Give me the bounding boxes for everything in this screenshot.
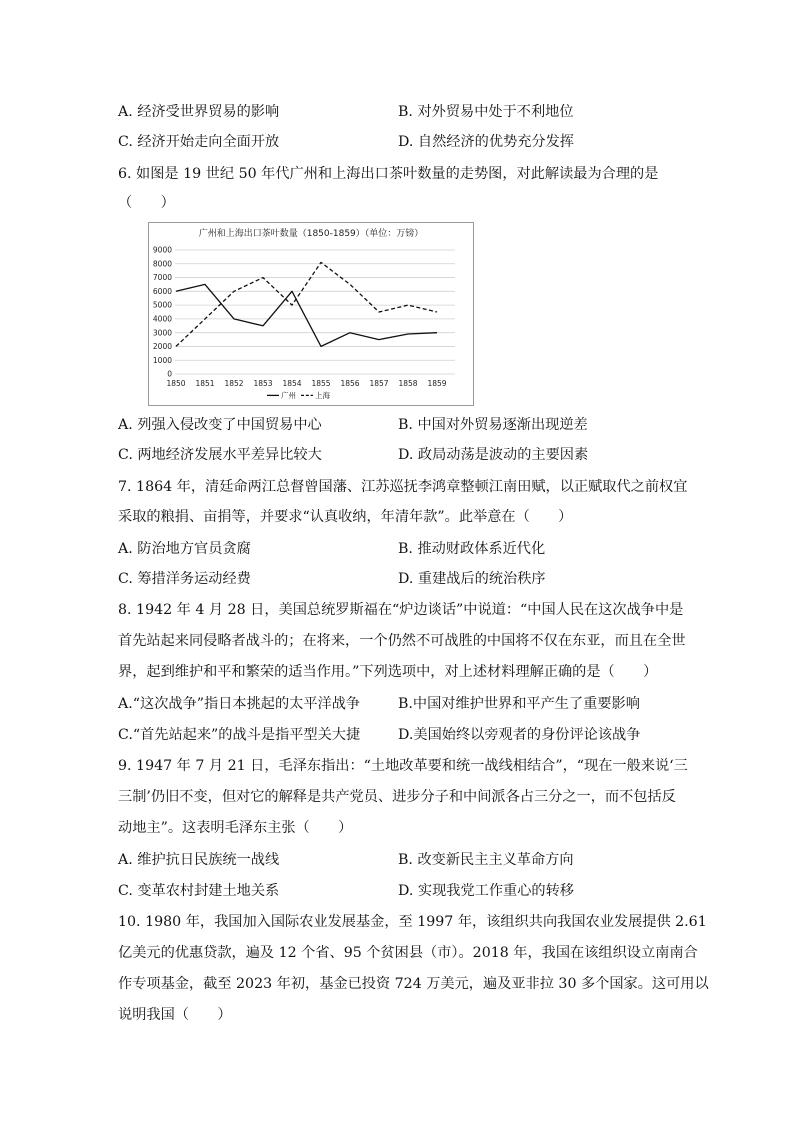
q7-option-a: A. 防治地方官员贪腐 — [118, 541, 251, 557]
q10-stem-line4: 说明我国（ ） — [118, 1007, 232, 1023]
y-tick-label: 9000 — [152, 245, 172, 255]
q6-stem-line2: （ ） — [118, 195, 175, 211]
q9-option-b: B. 改变新民主主义革命方向 — [398, 852, 574, 868]
q10-stem-line1: 10. 1980 年，我国加入国际农业发展基金，至 1997 年，该组织共向我国农业发展提供 2.61 — [118, 914, 707, 930]
y-tick-label: 5000 — [152, 300, 172, 310]
legend-label: 上海 — [315, 391, 330, 400]
x-tick-label: 1855 — [311, 379, 331, 388]
legend-label: 广州 — [281, 391, 296, 400]
q7-stem-line1: 7. 1864 年，清廷命两江总督曾国藩、江苏巡抚李鸿章整顿江南田赋，以正赋取代之前权宜 — [118, 479, 688, 495]
q9-option-c: C. 变革农村封建土地关系 — [118, 883, 280, 899]
tea-export-chart — [148, 222, 474, 406]
y-tick-label: 0 — [167, 369, 172, 379]
q8-stem-line3: 界，起到维护和平和繁荣的适当作用。”下列选项中，对上述材料理解正确的是（ ） — [118, 664, 658, 680]
y-tick-label: 3000 — [152, 328, 172, 338]
q6-option-b: B. 中国对外贸易逐渐出现逆差 — [398, 417, 588, 433]
x-tick-label: 1859 — [427, 379, 447, 388]
q7-option-c: C. 筹措洋务运动经费 — [118, 571, 251, 587]
q5-option-a: A. 经济受世界贸易的影响 — [118, 104, 280, 120]
q8-option-b: B.中国对维护世界和平产生了重要影响 — [398, 696, 640, 712]
x-tick-label: 1856 — [340, 379, 360, 388]
y-tick-label: 7000 — [152, 273, 172, 283]
q7-option-d: D. 重建战后的统治秩序 — [398, 571, 546, 587]
chart-title: 广州和上海出口茶叶数量（1850-1859）（单位：万镑） — [198, 229, 424, 239]
x-tick-label: 1857 — [369, 379, 389, 388]
y-tick-label: 8000 — [152, 259, 172, 269]
q6-stem-line1: 6. 如图是 19 世纪 50 年代广州和上海出口茶叶数量的走势图，对此解读最为合理的是 — [118, 166, 659, 182]
y-tick-label: 4000 — [152, 314, 172, 324]
q8-option-d: D.美国始终以旁观者的身份评论该战争 — [398, 727, 641, 743]
q9-option-a: A. 维护抗日民族统一战线 — [118, 852, 280, 868]
q6-option-a: A. 列强入侵改变了中国贸易中心 — [118, 417, 322, 433]
q6-option-d: D. 政局动荡是波动的主要因素 — [398, 447, 589, 463]
q5-option-b: B. 对外贸易中处于不利地位 — [398, 104, 574, 120]
q6-option-c: C. 两地经济发展水平差异比较大 — [118, 447, 322, 463]
q8-option-c: C.“首先站起来”的战斗是指平型关大捷 — [118, 727, 361, 743]
q5-option-d: D. 自然经济的优势充分发挥 — [398, 134, 574, 150]
y-tick-label: 1000 — [152, 355, 172, 365]
q5-option-c: C. 经济开始走向全面开放 — [118, 134, 280, 150]
x-tick-label: 1858 — [398, 379, 418, 388]
tea-export-chart-svg — [149, 223, 473, 405]
x-tick-label: 1854 — [282, 379, 302, 388]
q9-option-d: D. 实现我党工作重心的转移 — [398, 883, 574, 899]
x-tick-label: 1850 — [166, 379, 186, 388]
q10-stem-line2: 亿美元的优惠贷款，遍及 12 个省、95 个贫困县（市）。2018 年，我国在该组织设立南南合 — [118, 945, 698, 961]
q9-stem-line1: 9. 1947 年 7 月 21 日，毛泽东指出：“土地改革要和统一战线相结合”，“现在一般来说‘三 — [118, 758, 688, 774]
q10-stem-line3: 作专项基金，截至 2023 年初，基金已投资 724 万美元，遍及亚非拉 30 多个国家。这可用以 — [118, 976, 709, 992]
x-tick-label: 1852 — [224, 379, 244, 388]
q9-stem-line2: 三制’仍旧不变，但对它的解释是共产党员、进步分子和中间派各占三分之一，而不包括反 — [118, 789, 676, 805]
q9-stem-line3: 动地主”。这表明毛泽东主张（ ） — [118, 820, 353, 836]
q8-stem-line1: 8. 1942 年 4 月 28 日，美国总统罗斯福在“炉边谈话”中说道：“中国人民在这次战争中是 — [118, 602, 684, 618]
x-tick-label: 1851 — [195, 379, 215, 388]
series-line-guangzhou — [176, 284, 437, 346]
series-line-shanghai — [176, 262, 437, 346]
q8-stem-line2: 首先站起来同侵略者战斗的；在将来，一个仍然不可战胜的中国将不仅在东亚，而且在全世 — [118, 633, 686, 649]
y-tick-label: 2000 — [152, 342, 172, 352]
q8-option-a: A.“这次战争”指日本挑起的太平洋战争 — [118, 696, 361, 712]
q7-stem-line2: 采取的粮捐、亩捐等，并要求“认真收纳，年清年款”。此举意在（ ） — [118, 509, 573, 525]
q7-option-b: B. 推动财政体系近代化 — [398, 541, 546, 557]
x-tick-label: 1853 — [253, 379, 273, 388]
y-tick-label: 6000 — [152, 286, 172, 296]
